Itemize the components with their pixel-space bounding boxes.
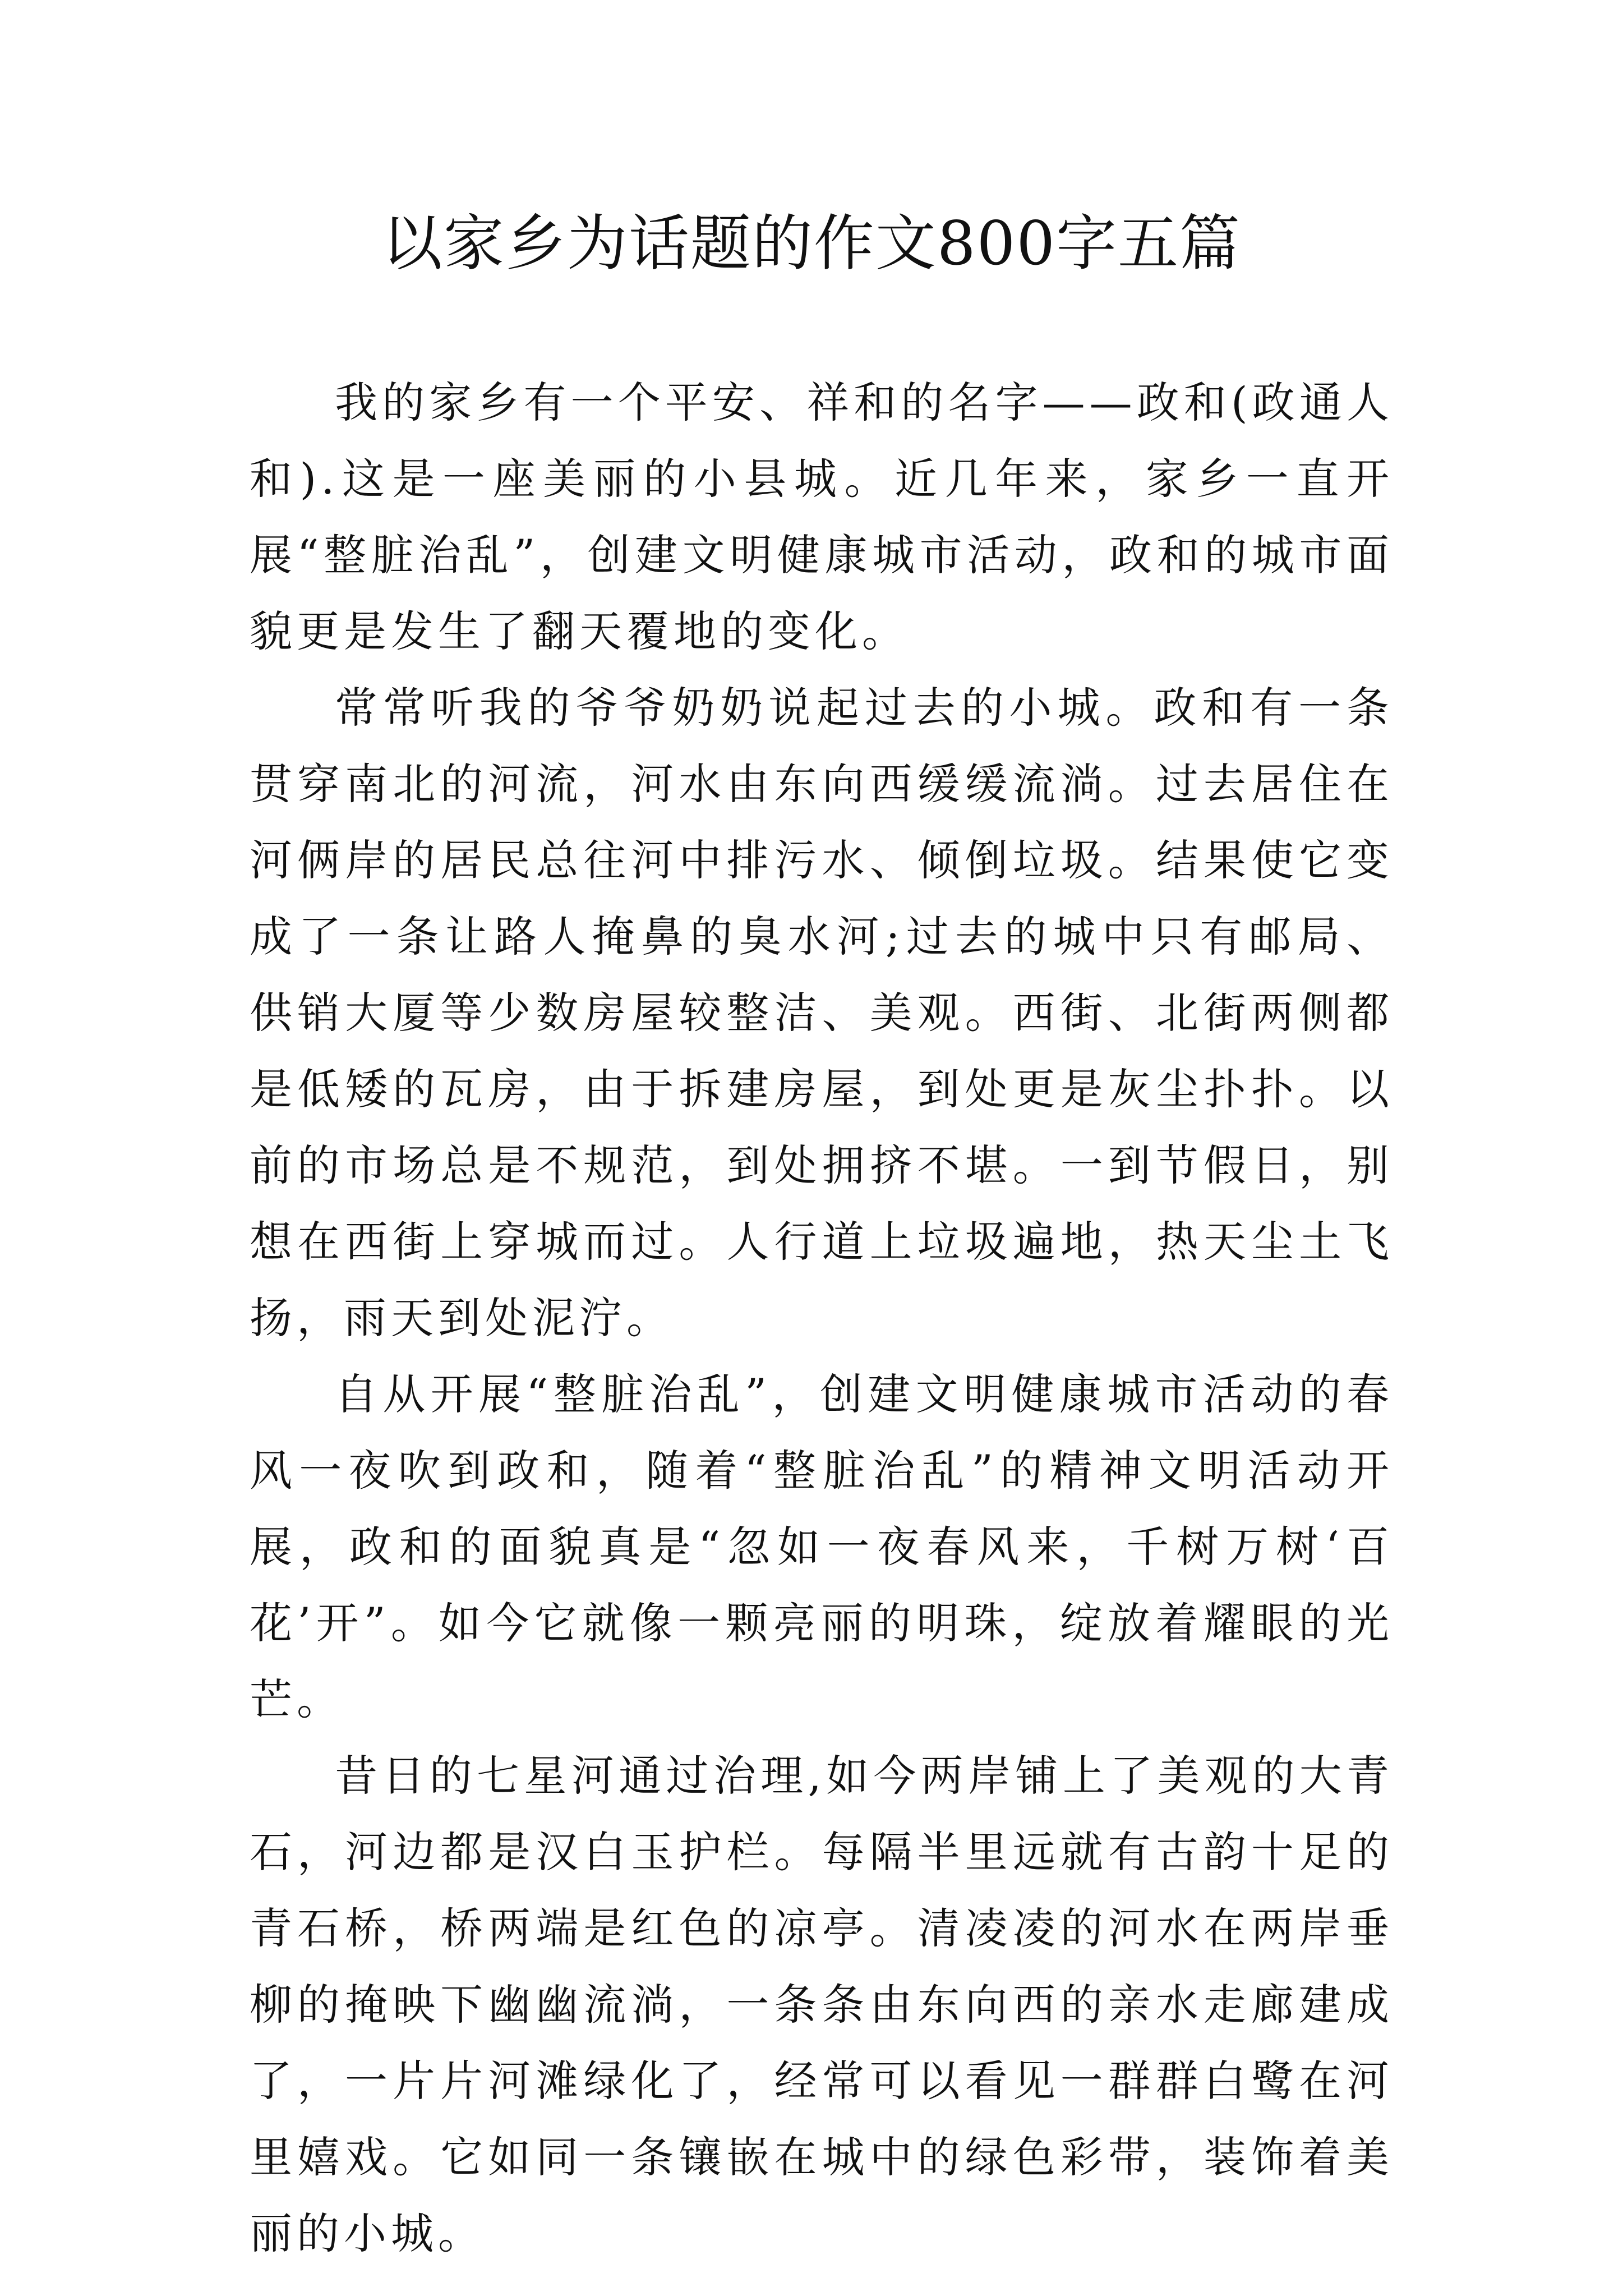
document-title: 以家乡为话题的作文800字五篇: [381, 209, 1242, 279]
paragraph: 自从开展“整脏治乱”，创建文明健康城市活动的春风一夜吹到政和，随着“整脏治乱”的精神文明活动开展，政和的面貌真是“忽如一夜春风来，千树万树‘百花’开”。如今它就像一颗亮丽的明珠，绽放着耀眼的光芒。: [250, 1369, 1394, 1724]
document-body: [250, 365, 1394, 2272]
paragraph: 我的家乡有一个平安、祥和的名字——政和(政通人和).这是一座美丽的小县城。近几年来，家乡一直开展“整脏治乱”，创建文明健康城市活动，政和的城市面貌更是发生了翻天覆地的变化。: [250, 378, 1394, 656]
paragraph: 常常听我的爷爷奶奶说起过去的小城。政和有一条贯穿南北的河流，河水由东向西缓缓流淌。过去居住在河俩岸的居民总往河中排污水、倾倒垃圾。结果使它变成了一条让路人掩鼻的臭水河;过去的城中只有邮局、供销大厦等少数房屋较整洁、美观。西街、北街两侧都是低矮的瓦房，由于拆建房屋，到处更是灰尘扑扑。以前的市场总是不规范，到处拥挤不堪。一到节假日，别想在西街上穿城而过。人行道上垃圾遍地，热天尘土飞扬，雨天到处泥泞。: [250, 683, 1394, 1343]
paragraph: 昔日的七星河通过治理,如今两岸铺上了美观的大青石，河边都是汉白玉护栏。每隔半里远就有古韵十足的青石桥，桥两端是红色的凉亭。清凌凌的河水在两岸垂柳的掩映下幽幽流淌，一条条由东向西的亲水走廊建成了，一片片河滩绿化了，经常可以看见一群群白鹭在河里嬉戏。它如同一条镶嵌在城中的绿色彩带，装饰着美丽的小城。: [250, 1751, 1394, 2258]
